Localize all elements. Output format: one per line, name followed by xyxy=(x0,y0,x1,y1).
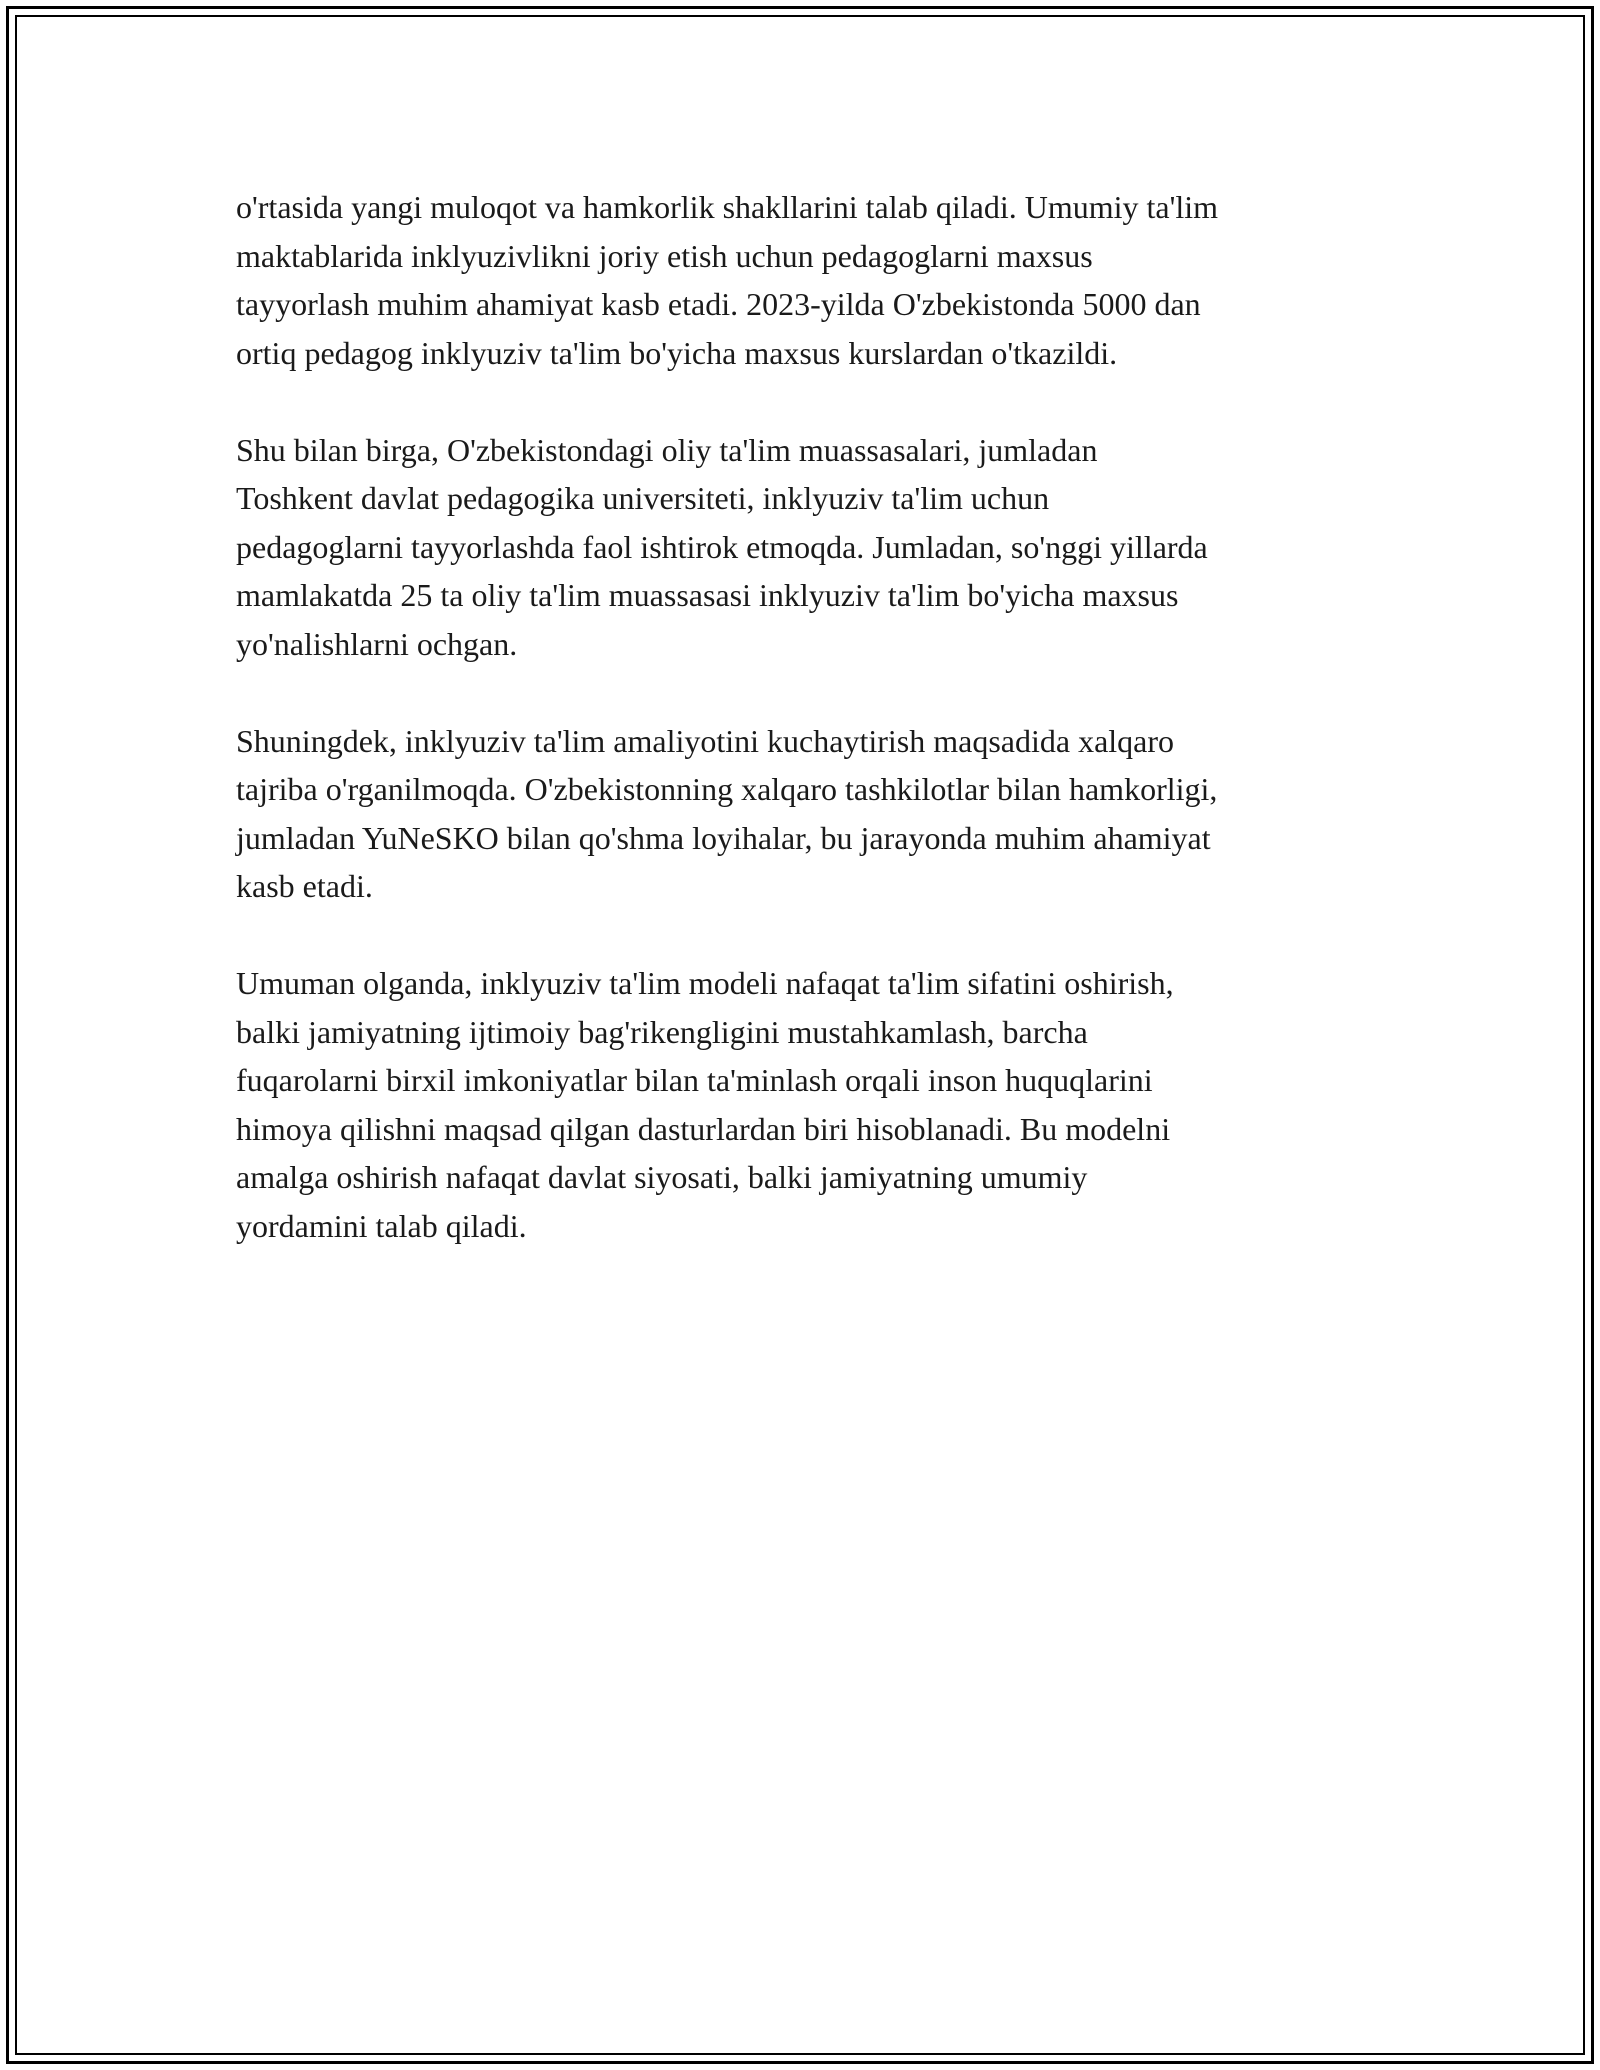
document-body xyxy=(236,183,1376,1299)
paragraph-1: o'rtasida yangi muloqot va hamkorlik shakllarini talab qiladi. Umumiy ta'lim maktablarida inklyuzivlikni joriy etish uchun pedagoglarni maxsus tayyorlash muhim ahamiyat kasb etadi. 2023-yilda O'zbekistonda 5000 dan ortiq pedagog inklyuziv ta'lim bo'yicha maxsus kurslardan o'tkazildi. xyxy=(236,189,1219,371)
paragraph-3: Shuningdek, inklyuziv ta'lim amaliyotini kuchaytirish maqsadida xalqaro tajriba o'rganilmoqda. O'zbekistonning xalqaro tashkilotlar bilan hamkorligi, jumladan YuNeSKO bilan qo'shma loyihalar, bu jarayonda muhim ahamiyat kasb etadi. xyxy=(236,722,1218,904)
paragraph-4: Umuman olganda, inklyuziv ta'lim modeli nafaqat ta'lim sifatini oshirish, balki jamiyatning ijtimoiy bag'rikengligini mustahkamlash, barcha fuqarolarni birxil imkoniyatlar bilan ta'minlash orqali inson huquqlarini himoya qilishni maqsad qilgan dasturlardan biri hisoblanadi. Bu modelni amalga oshirish nafaqat davlat siyosati, balki jamiyatning umumiy yordamini talab qiladi. xyxy=(236,965,1174,1244)
paragraph-2: Shu bilan birga, O'zbekistondagi oliy ta'lim muassasalari, jumladan Toshkent davlat pedagogika universiteti, inklyuziv ta'lim uchun pedagoglarni tayyorlashda faol ishtirok etmoqda. Jumladan, so'nggi yillarda mamlakatda 25 ta oliy ta'lim muassasasi inklyuziv ta'lim bo'yicha maxsus yo'nalishlarni ochgan. xyxy=(236,431,1208,662)
